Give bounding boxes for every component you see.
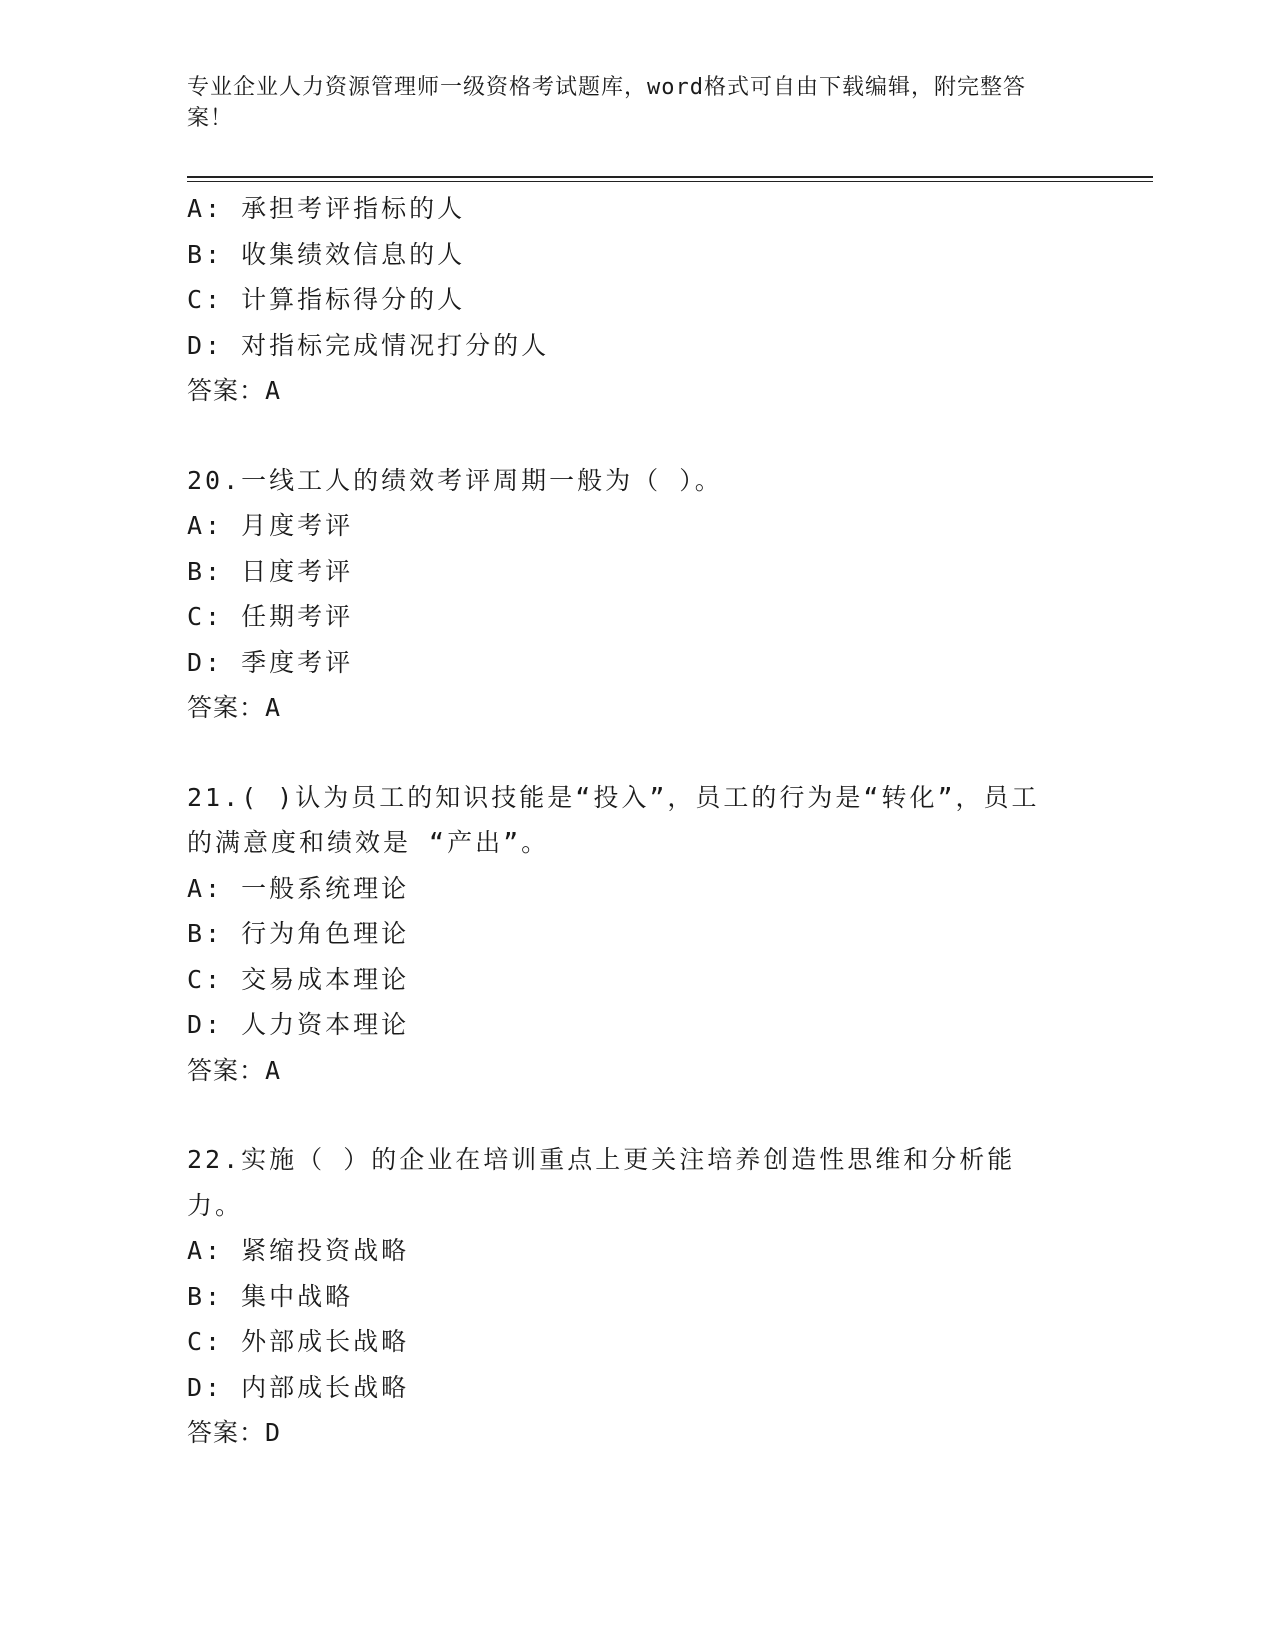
question-22	[187, 1137, 1087, 1456]
header-divider	[187, 176, 1153, 182]
option-d: D: 内部成长战略	[187, 1372, 410, 1402]
option-d: D: 人力资本理论	[187, 1010, 410, 1039]
option-b: B: 收集绩效信息的人	[187, 239, 466, 269]
answer: 答案：A	[187, 376, 282, 405]
option-c: C: 交易成本理论	[187, 964, 410, 994]
question-text: 20.一线工人的绩效考评周期一般为（ ）。	[187, 465, 723, 495]
option-a: A: 月度考评	[187, 511, 354, 540]
answer: 答案：A	[187, 1055, 282, 1085]
question-19-fragment	[187, 186, 1087, 414]
option-d: D: 对指标完成情况打分的人	[187, 330, 550, 360]
option-b: B: 集中战略	[187, 1281, 354, 1311]
option-a: A: 一般系统理论	[187, 873, 410, 903]
answer: 答案：D	[187, 1418, 282, 1447]
option-c: C: 任期考评	[187, 602, 354, 631]
option-a: A: 承担考评指标的人	[187, 194, 466, 223]
question-text: 21.( )认为员工的知识技能是“投入”，员工的行为是“转化”，员工的满意度和绩效是 “产出”。	[187, 782, 1040, 857]
option-b: B: 行为角色理论	[187, 919, 410, 948]
question-20	[187, 458, 1087, 731]
option-c: C: 外部成长战略	[187, 1327, 410, 1356]
question-21	[187, 775, 1087, 1094]
answer: 答案：A	[187, 693, 282, 722]
document-header: 专业企业人力资源管理师一级资格考试题库，word格式可自由下载编辑，附完整答案！	[187, 75, 1026, 131]
option-a: A: 紧缩投资战略	[187, 1236, 410, 1265]
option-d: D: 季度考评	[187, 647, 354, 677]
option-c: C: 计算指标得分的人	[187, 285, 466, 314]
option-b: B: 日度考评	[187, 556, 354, 586]
question-text: 22.实施（ ）的企业在培训重点上更关注培养创造性思维和分析能力。	[187, 1145, 1016, 1220]
question-list	[187, 186, 1087, 1456]
